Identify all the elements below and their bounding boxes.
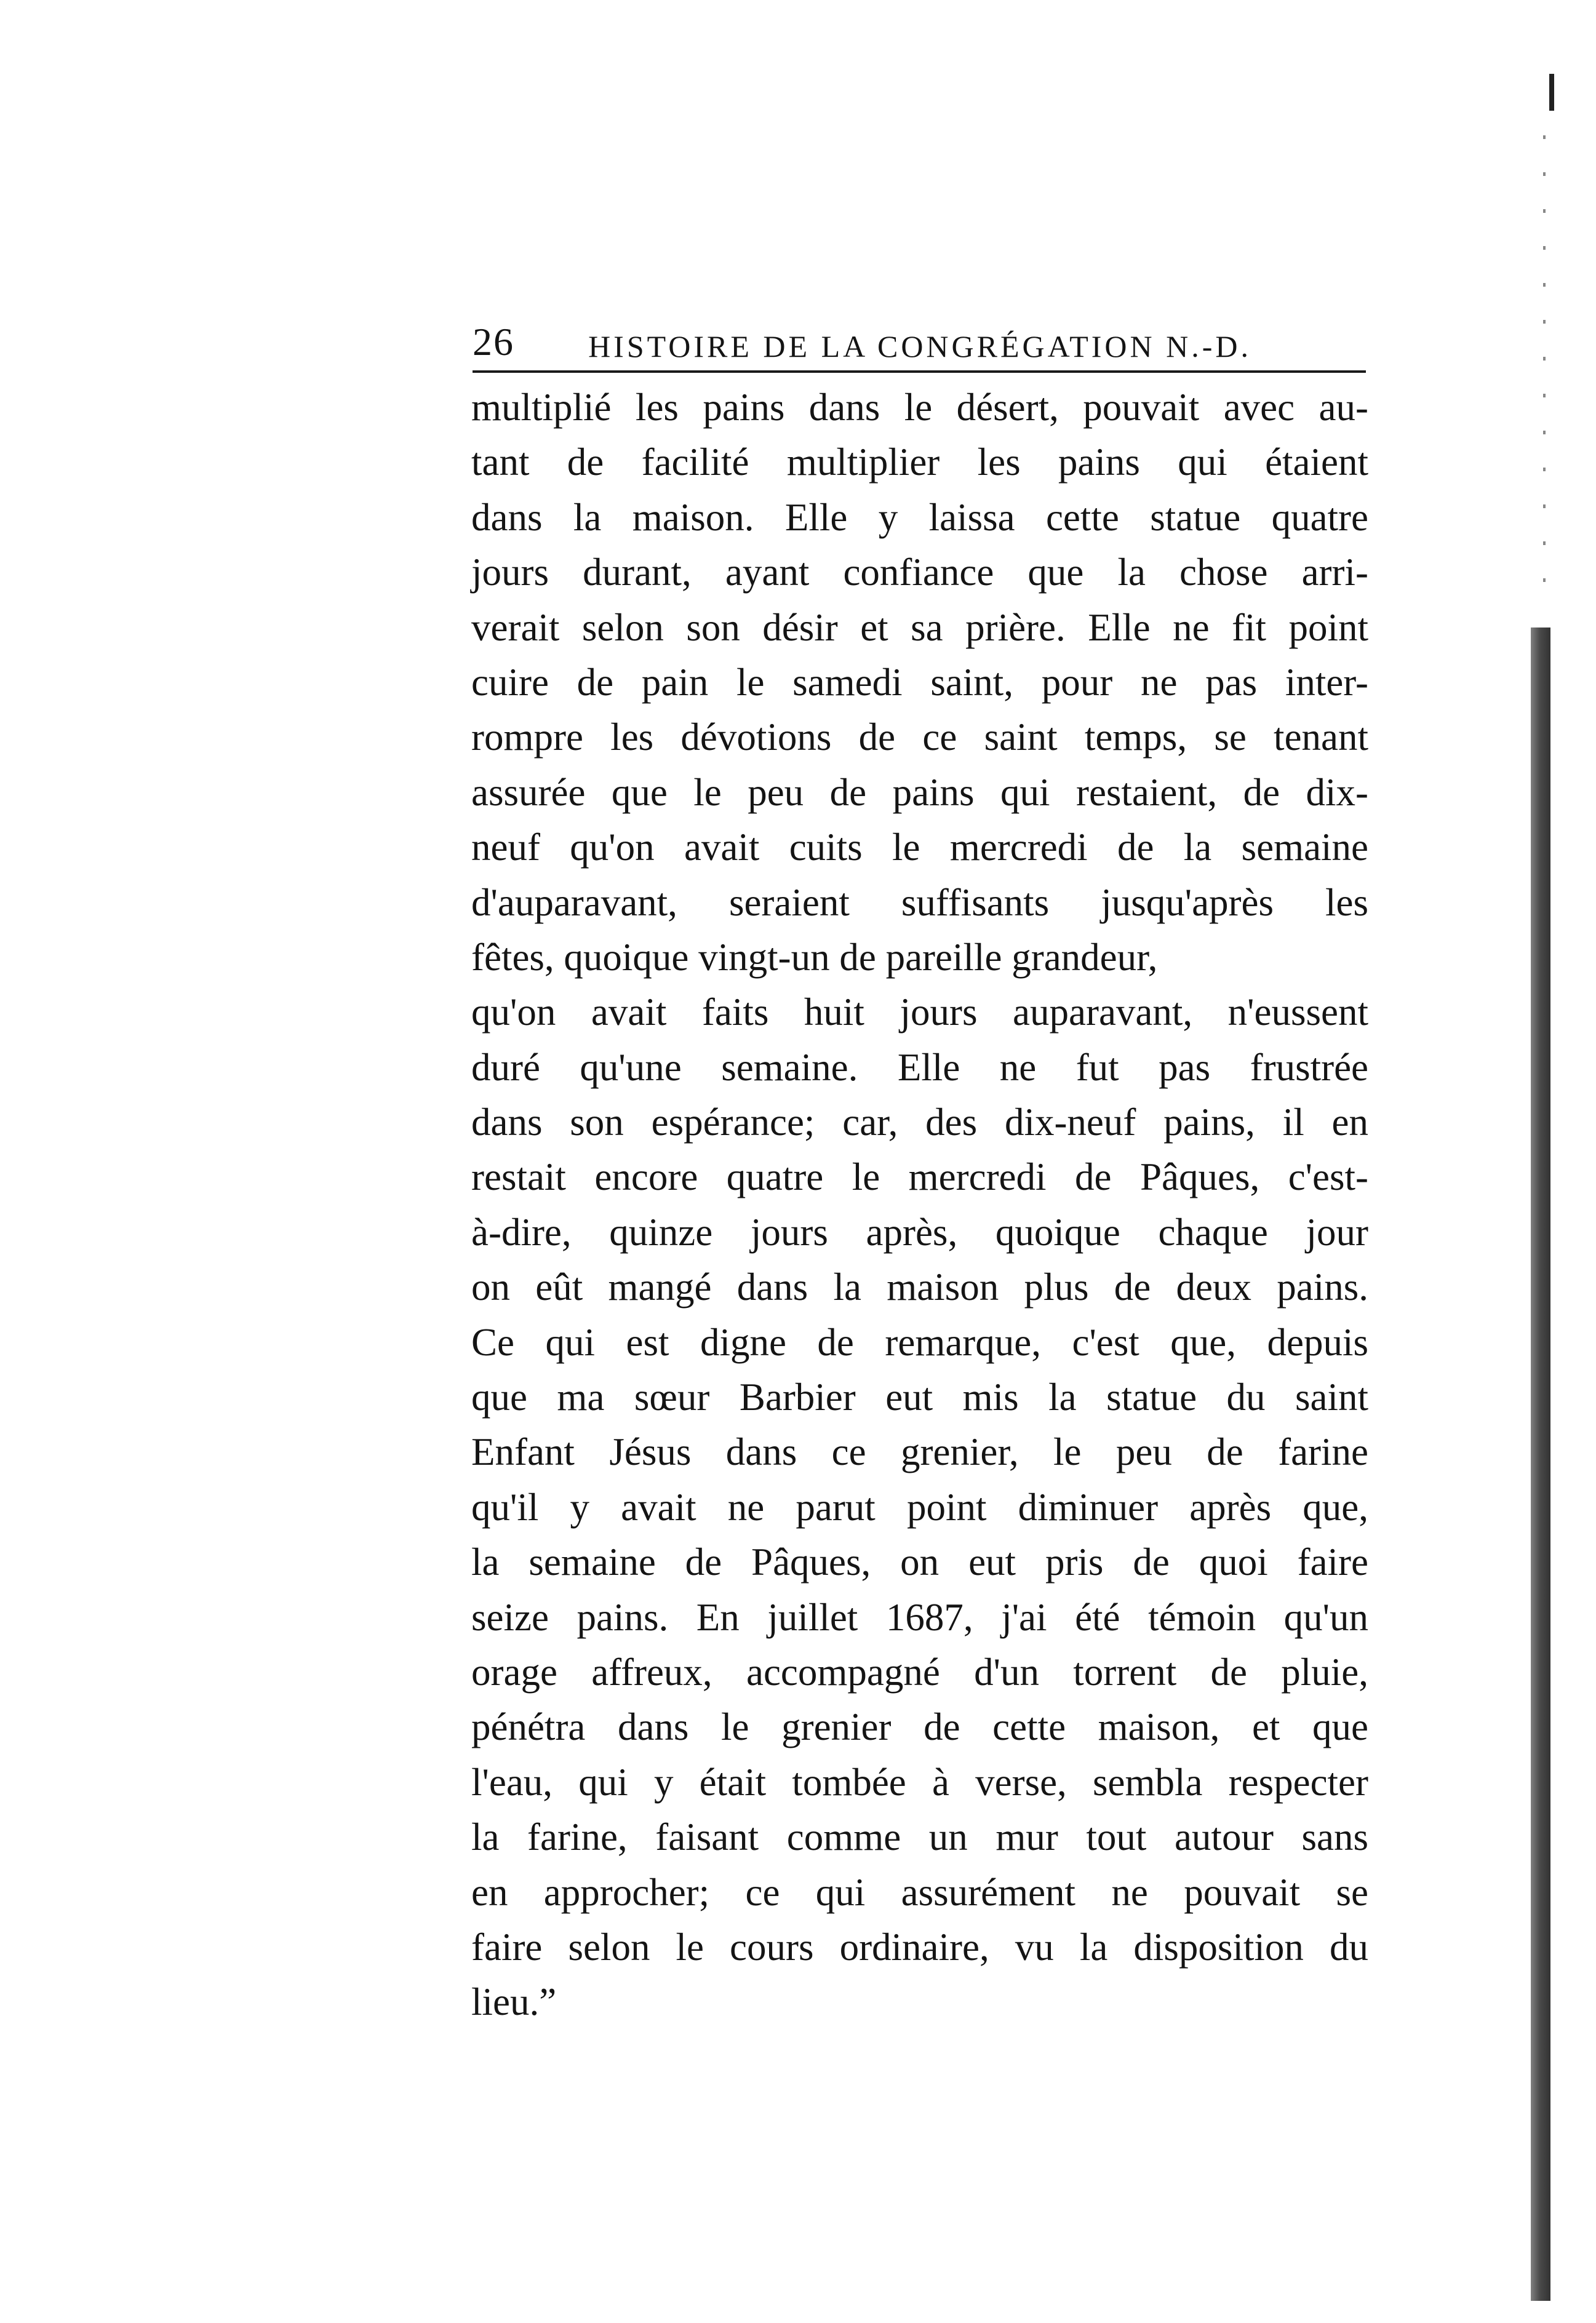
header-rule (473, 370, 1366, 373)
text-line: d'auparavant, seraient suffisants jusqu'après les (471, 880, 1368, 924)
text-line: en approcher; ce qui assurément ne pouvait se (471, 1870, 1368, 1914)
text-line: que ma sœur Barbier eut mis la statue du saint (471, 1376, 1368, 1419)
text-line: dans la maison. Elle y laissa cette statue quatre (471, 495, 1368, 539)
text-line: Ce qui est digne de remarque, c'est que, depuis (471, 1320, 1368, 1364)
text-line: la semaine de Pâques, on eut pris de quoi faire (471, 1540, 1368, 1584)
text-line: dans son espérance; car, des dix-neuf pains, il en (471, 1101, 1368, 1144)
text-line: qu'il y avait ne parut point diminuer après que, (471, 1485, 1368, 1529)
binding-shadow (1531, 628, 1550, 2301)
text-line: rompre les dévotions de ce saint temps, se tenant (471, 715, 1368, 759)
text-line: verait selon son désir et sa prière. Elle ne fit point (471, 605, 1368, 649)
text-line: l'eau, qui y était tombée à verse, sembla respecter (471, 1760, 1368, 1804)
running-head (473, 306, 1368, 362)
scan-edge-dots (1543, 135, 1546, 615)
text-line: lieu.” (471, 1980, 557, 2024)
text-line: orage affreux, accompagné d'un torrent de pluie, (471, 1650, 1368, 1694)
text-line: on eût mangé dans la maison plus de deux pains. (471, 1265, 1368, 1309)
text-line: multiplié les pains dans le désert, pouvait avec au- (471, 386, 1368, 429)
text-line: fêtes, quoique vingt-un de pareille grandeur, (471, 935, 1158, 979)
text-line: seize pains. En juillet 1687, j'ai été témoin qu'un (471, 1595, 1368, 1639)
text-line: duré qu'une semaine. Elle ne fut pas frustrée (471, 1045, 1368, 1089)
text-line: jours durant, ayant confiance que la chose arri- (471, 551, 1368, 594)
text-line: restait encore quatre le mercredi de Pâques, c'est- (471, 1155, 1368, 1199)
text-line: Enfant Jésus dans ce grenier, le peu de farine (471, 1430, 1368, 1474)
text-line: cuire de pain le samedi saint, pour ne pas inter- (471, 660, 1368, 704)
text-line: assurée que le peu de pains qui restaient, de dix- (471, 770, 1368, 814)
text-line: neuf qu'on avait cuits le mercredi de la semaine (471, 826, 1368, 869)
text-line: tant de facilité multiplier les pains qui étaient (471, 440, 1368, 484)
text-line: faire selon le cours ordinaire, vu la disposition du (471, 1925, 1368, 1969)
text-line: à-dire, quinze jours après, quoique chaque jour (471, 1210, 1368, 1254)
body-text (471, 380, 1368, 2030)
text-line: qu'on avait faits huit jours auparavant, n'eussent (471, 990, 1368, 1034)
text-line: la farine, faisant comme un mur tout autour sans (471, 1815, 1368, 1859)
scan-edge-mark (1549, 74, 1554, 111)
page-number: 26 (473, 320, 514, 364)
running-title: HISTOIRE DE LA CONGRÉGATION N.-D. (588, 329, 1251, 364)
text-line: pénétra dans le grenier de cette maison, et que (471, 1705, 1368, 1749)
